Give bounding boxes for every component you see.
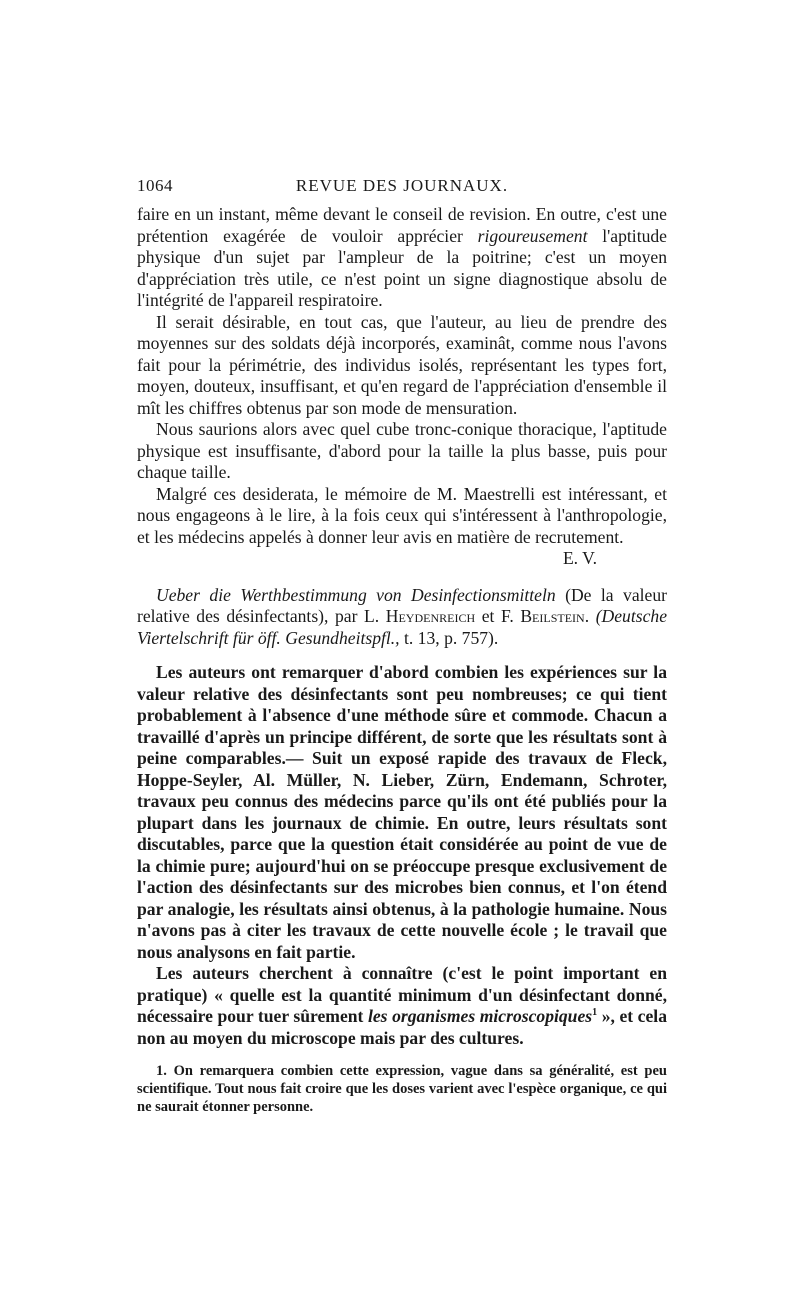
review-1-paragraph-3: Nous saurions alors avec quel cube tronc-conique thoracique, l'aptitude physique est insuffisante, d'abord pour la taille la plus basse, puis pour chaque taille. bbox=[137, 419, 667, 482]
review-1-signature-line bbox=[137, 548, 667, 570]
review-2-heading: Ueber die Werthbestimmung von Desinfectionsmitteln (De la valeur relative des désinfectants), par L. Heydenreich et F. Beilstein. (Deutsche Viertelschrift für öff. Gesundheitspfl., t. 13, p. 757). bbox=[137, 584, 668, 648]
author-beilstein: F. Beilstein. bbox=[500, 606, 590, 626]
article-title: Ueber die Werthbestimmung von Desinfectionsmitteln bbox=[156, 584, 556, 605]
review-2-body bbox=[137, 662, 667, 1049]
review-1-paragraph-2: Il serait désirable, en tout cas, que l'auteur, au lieu de prendre des moyennes sur des soldats déjà incorporés, examinât, comme nous l'avons fait pour la périmétrie, des individus isolés, représentant les types fort, moyen, douteux, insuffisant, et qu'en regard de l'appréciation d'ensemble il mît les chiffres obtenus par son mode de mensuration. bbox=[137, 311, 667, 418]
journal-source: (Deutsche Viertelschrift für öff. Gesundheitspfl., bbox=[137, 606, 668, 648]
page-number: 1064 bbox=[137, 176, 173, 195]
document-page bbox=[137, 176, 667, 1131]
reviewer-signature: E. V. bbox=[562, 548, 597, 568]
footnote: 1. On remarquera combien cette expression, vague dans sa généralité, est peu scientifique. Tout nous fait croire que les doses varient avec l'espèce organique, ce qui ne saurait étonner personne. bbox=[137, 1063, 667, 1115]
emphasis-organismes: les organismes microscopiques bbox=[367, 1006, 593, 1026]
review-1-paragraph-4: Malgré ces desiderata, le mémoire de M. Maestrelli est intéressant, et nous engageons à le lire, à la fois ceux qui s'intéressent à l'anthropologie, et les médecins appelés à donner leur avis en matière de recrutement. bbox=[137, 483, 667, 547]
review-2-paragraph-2: Les auteurs cherchent à connaître (c'est le point important en pratique) « quelle est la quantité minimum d'un désinfectant donné, nécessaire pour tuer sûrement les organismes microscopiques$^1$ », et cela non au moyen du microscope mais par des cultures. bbox=[137, 963, 667, 1048]
journal-title: REVUE DES JOURNAUX. bbox=[295, 176, 509, 195]
emphasis-rigoureusement: rigoureusement bbox=[477, 225, 588, 246]
author-heydenreich: L. Heydenreich bbox=[364, 606, 476, 626]
review-1 bbox=[137, 204, 667, 649]
footnote-marker: 1 bbox=[592, 1007, 598, 1019]
review-2-paragraph-1: Les auteurs ont remarquer d'abord combien les expériences sur la valeur relative des désinfectants sont peu nombreuses; ce qui tient probablement à l'absence d'une méthode sûre et commode. Chacun a travaillé d'après un principe différent, de sorte que les résultats sont à peine comparables.— Suit un exposé rapide des travaux de Fleck, Hoppe-Seyler, Al. Müller, N. Lieber, Zürn, Endemann, Schroter, travaux peu connus des médecins parce qu'ils ont été publiés pour la plupart dans les journaux de chimie. En outre, leurs résultats sont discutables, parce que la question était considérée au point de vue de la chimie pure; aujourd'hui on se préoccupe presque exclusivement de l'action des désinfectants sur des microbes bien connus, et l'on étend par analogie, les résultats ainsi obtenus, à la pathologie humaine. Nous n'avons pas à citer les travaux de cette nouvelle école ; le travail que nous analysons en fait partie. bbox=[137, 662, 667, 962]
running-head bbox=[137, 176, 667, 204]
review-1-paragraph-1: faire en un instant, même devant le conseil de revision. En outre, c'est une prétention exagérée de vouloir apprécier rigoureusement l'aptitude physique d'un sujet par l'ampleur de la poitrine; c'est un moyen d'appréciation très utile, ce n'est point un signe diagnostique absolu de l'intégrité de l'appareil respiratoire. bbox=[137, 204, 667, 310]
